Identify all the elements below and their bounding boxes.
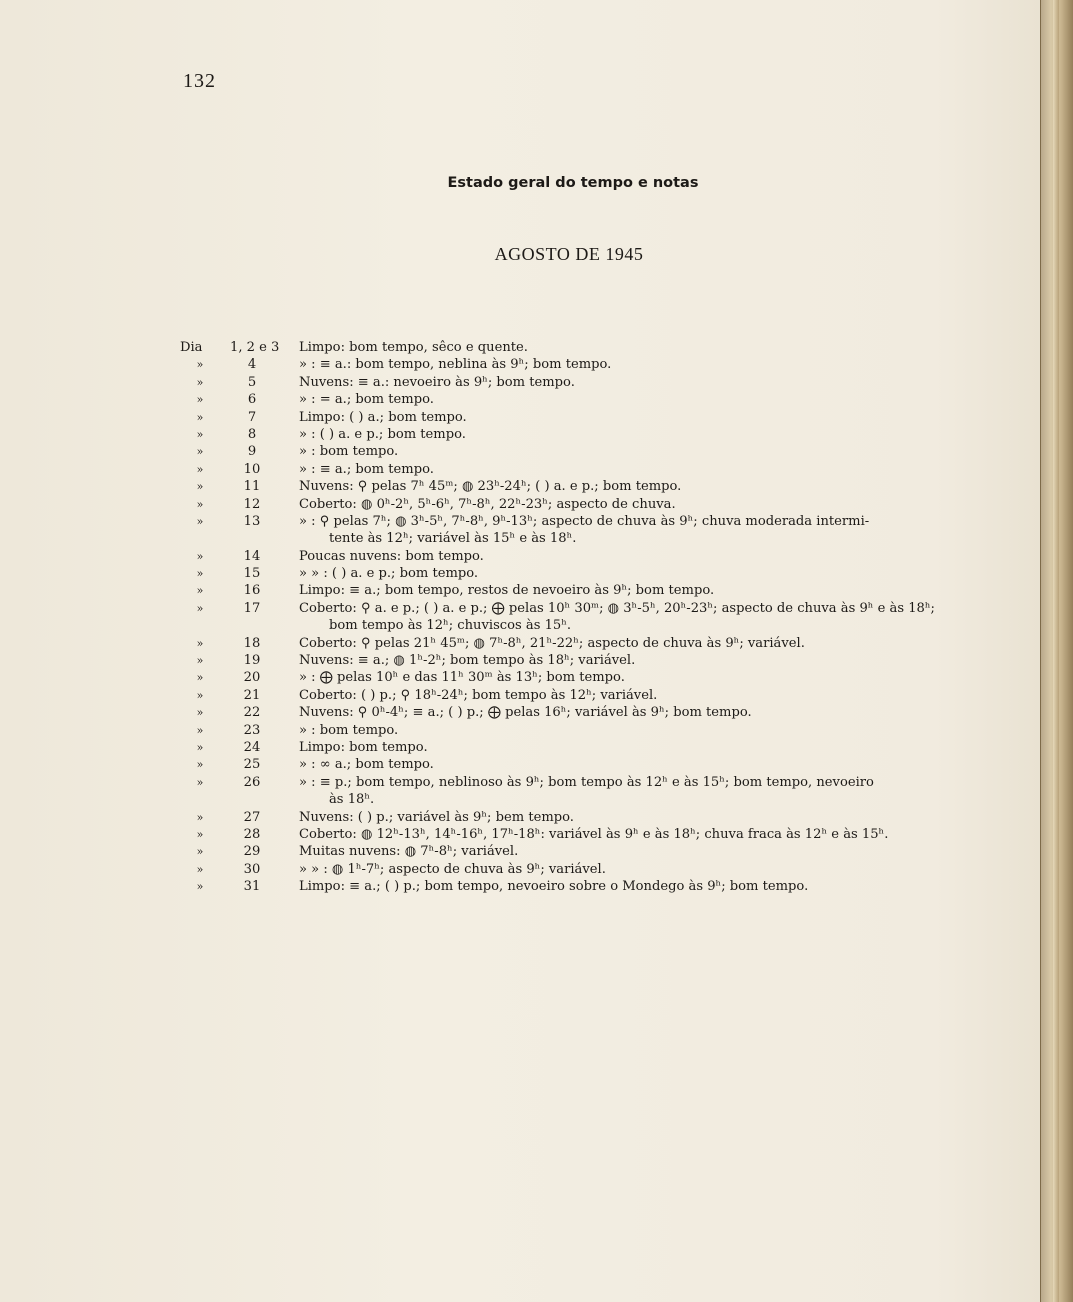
- day-number: 12: [243, 496, 261, 512]
- entry-text: Coberto: ( ) p.; ⚲ 18ʰ-24ʰ; bom tempo às 12ʰ; variável.: [299, 687, 658, 703]
- day-number: 13: [243, 513, 261, 529]
- dia-ditto: »: [196, 514, 204, 528]
- entry-row: [180, 496, 980, 513]
- day-number: 4: [247, 357, 257, 373]
- day-number: 27: [243, 809, 261, 825]
- day-number: 24: [243, 739, 261, 755]
- day-number: 10: [243, 461, 261, 477]
- dia-ditto: »: [196, 810, 204, 824]
- entry-text: » : ⨁ pelas 10ʰ e das 11ʰ 30ᵐ às 13ʰ; bom tempo.: [299, 670, 625, 686]
- entry-row: [180, 409, 980, 426]
- day-number: 17: [243, 600, 261, 616]
- dia-ditto: »: [196, 688, 204, 702]
- entry-text: » » : ◍ 1ʰ-7ʰ; aspecto de chuva às 9ʰ; variável.: [299, 861, 606, 877]
- day-number: 23: [243, 722, 261, 738]
- entry-text: » : ≡ a.: bom tempo, neblina às 9ʰ; bom tempo.: [299, 357, 612, 373]
- entry-text: Nuvens: ⚲ 0ʰ-4ʰ; ≡ a.; ( ) p.; ⨁ pelas 16ʰ; variável às 9ʰ; bom tempo.: [299, 705, 752, 721]
- entry-row: [180, 687, 980, 704]
- dia-ditto: »: [196, 775, 204, 789]
- dia-ditto: »: [196, 845, 204, 859]
- entry-row: [180, 843, 980, 860]
- dia-label: Dia: [180, 340, 203, 355]
- entry-continuation-text: tente às 12ʰ; variável às 15ʰ e às 18ʰ.: [329, 531, 577, 547]
- entry-text: Limpo: ( ) a.; bom tempo.: [299, 409, 467, 425]
- entry-text: » : ⚲ pelas 7ʰ; ◍ 3ʰ-5ʰ, 7ʰ-8ʰ, 9ʰ-13ʰ; aspecto de chuva às 9ʰ; chuva moderada intermi-: [299, 513, 870, 529]
- dia-ditto: »: [196, 462, 204, 476]
- entry-text: » : ∞ a.; bom tempo.: [299, 757, 434, 773]
- dia-ditto: »: [196, 827, 204, 841]
- dia-ditto: »: [196, 740, 204, 754]
- dia-ditto: »: [196, 567, 204, 581]
- entry-row: [180, 861, 980, 878]
- entry-row: [180, 461, 980, 478]
- entry-row: [180, 426, 980, 443]
- page-fold: [1040, 0, 1073, 1302]
- entry-text: » : ≡ p.; bom tempo, neblinoso às 9ʰ; bom tempo às 12ʰ e às 15ʰ; bom tempo, nevoeiro: [299, 774, 874, 790]
- dia-ditto: »: [196, 445, 204, 459]
- day-number: 21: [243, 687, 261, 703]
- entry-row: [180, 826, 980, 843]
- day-number: 19: [243, 653, 261, 669]
- page-edge: [1053, 0, 1059, 1302]
- day-number: 26: [243, 774, 261, 790]
- entry-row: [180, 548, 980, 565]
- entry-text: Nuvens: ⚲ pelas 7ʰ 45ᵐ; ◍ 23ʰ-24ʰ; ( ) a. e p.; bom tempo.: [299, 479, 682, 495]
- dia-ditto: »: [196, 862, 204, 876]
- entry-text: Nuvens: ≡ a.; ◍ 1ʰ-2ʰ; bom tempo às 18ʰ; variável.: [299, 653, 636, 669]
- dia-ditto: »: [196, 671, 204, 685]
- entry-text: Limpo: ≡ a.; bom tempo, restos de nevoeiro às 9ʰ; bom tempo.: [299, 583, 715, 599]
- entry-row: [180, 704, 980, 721]
- dia-ditto: »: [196, 584, 204, 598]
- entry-text: Coberto: ◍ 0ʰ-2ʰ, 5ʰ-6ʰ, 7ʰ-8ʰ, 22ʰ-23ʰ; aspecto de chuva.: [299, 496, 676, 512]
- entry-row: [180, 669, 980, 686]
- day-number: 25: [243, 757, 261, 773]
- dia-ditto: »: [196, 636, 204, 650]
- dia-ditto: »: [196, 723, 204, 737]
- entry-row: [180, 565, 980, 582]
- dia-ditto: »: [196, 410, 204, 424]
- entry-text: Limpo: bom tempo, sêco e quente.: [299, 340, 528, 355]
- entry-continuation-text: bom tempo às 12ʰ; chuviscos às 15ʰ.: [329, 618, 572, 634]
- dia-ditto: »: [196, 601, 204, 615]
- entry-text: Poucas nuvens: bom tempo.: [299, 548, 484, 564]
- entry-row: [180, 809, 980, 826]
- day-number: 22: [243, 705, 261, 721]
- entry-text: » : bom tempo.: [299, 444, 399, 460]
- entry-row: [180, 356, 980, 373]
- month-title: AGOSTO DE 1945: [494, 244, 644, 264]
- entry-row-continuation: [180, 530, 980, 547]
- entry-text: » : bom tempo.: [299, 722, 399, 738]
- dia-ditto: »: [196, 393, 204, 407]
- entry-text: Coberto: ◍ 12ʰ-13ʰ, 14ʰ-16ʰ, 17ʰ-18ʰ: variável às 9ʰ e às 18ʰ; chuva fraca às 12ʰ e às 15ʰ.: [299, 826, 889, 842]
- entry-row-continuation: [180, 617, 980, 634]
- entry-text: Nuvens: ≡ a.: nevoeiro às 9ʰ; bom tempo.: [299, 374, 575, 390]
- entry-row: [180, 878, 980, 895]
- day-number: 18: [243, 635, 261, 651]
- day-number: 15: [243, 566, 261, 582]
- dia-ditto: »: [196, 358, 204, 372]
- entry-row: [180, 635, 980, 652]
- day-number: 31: [243, 879, 261, 895]
- entry-row: [180, 600, 980, 617]
- entry-text: Coberto: ⚲ pelas 21ʰ 45ᵐ; ◍ 7ʰ-8ʰ, 21ʰ-22ʰ; aspecto de chuva às 9ʰ; variável.: [299, 635, 805, 651]
- dia-ditto: »: [196, 497, 204, 511]
- day-number: 5: [247, 374, 257, 390]
- entry-row: [180, 391, 980, 408]
- day-number: 11: [243, 479, 261, 495]
- dia-ditto: »: [196, 549, 204, 563]
- entry-text: Muitas nuvens: ◍ 7ʰ-8ʰ; variável.: [299, 844, 519, 860]
- day-number: 6: [247, 392, 257, 408]
- day-number: 29: [243, 844, 261, 860]
- day-number: 1, 2 e 3: [230, 340, 280, 355]
- entry-text: Limpo: bom tempo.: [299, 739, 428, 755]
- day-number: 30: [243, 861, 261, 877]
- entry-row: [180, 756, 980, 773]
- weather-entries: [180, 339, 980, 896]
- dia-ditto: »: [196, 427, 204, 441]
- entry-row: [180, 374, 980, 391]
- entry-text: » : = a.; bom tempo.: [299, 392, 434, 408]
- dia-ditto: »: [196, 375, 204, 389]
- day-number: 20: [243, 670, 261, 686]
- entry-text: » » : ( ) a. e p.; bom tempo.: [299, 566, 479, 582]
- dia-ditto: »: [196, 654, 204, 668]
- day-number: 9: [247, 444, 257, 460]
- day-number: 7: [247, 409, 257, 425]
- entry-text: Nuvens: ( ) p.; variável às 9ʰ; bem tempo.: [299, 809, 574, 825]
- dia-ditto: »: [196, 480, 204, 494]
- entry-row: [180, 582, 980, 599]
- day-number: 16: [243, 583, 261, 599]
- entry-row-continuation: [180, 791, 980, 808]
- entry-text: Limpo: ≡ a.; ( ) p.; bom tempo, nevoeiro sobre o Mondego às 9ʰ; bom tempo.: [299, 879, 809, 895]
- day-number: 14: [243, 548, 261, 564]
- entry-row: [180, 739, 980, 756]
- entry-text: » : ≡ a.; bom tempo.: [299, 461, 434, 477]
- entry-row: [180, 722, 980, 739]
- entry-row: [180, 339, 980, 356]
- entry-continuation-text: às 18ʰ.: [329, 792, 375, 808]
- dia-ditto: »: [196, 880, 204, 894]
- entry-row: [180, 652, 980, 669]
- entry-row: [180, 443, 980, 460]
- day-number: 8: [247, 426, 257, 442]
- section-title: Estado geral do tempo e notas: [447, 175, 699, 191]
- page-number: 132: [183, 70, 216, 92]
- dia-ditto: »: [196, 758, 204, 772]
- entry-row: [180, 513, 980, 530]
- entry-row: [180, 478, 980, 495]
- day-number: 28: [243, 826, 261, 842]
- entry-text: Coberto: ⚲ a. e p.; ( ) a. e p.; ⨁ pelas 10ʰ 30ᵐ; ◍ 3ʰ-5ʰ, 20ʰ-23ʰ; aspecto de chuva às 9ʰ e às 18ʰ;: [299, 600, 935, 616]
- dia-ditto: »: [196, 706, 204, 720]
- entry-text: » : ( ) a. e p.; bom tempo.: [299, 426, 466, 442]
- entry-row: [180, 774, 980, 791]
